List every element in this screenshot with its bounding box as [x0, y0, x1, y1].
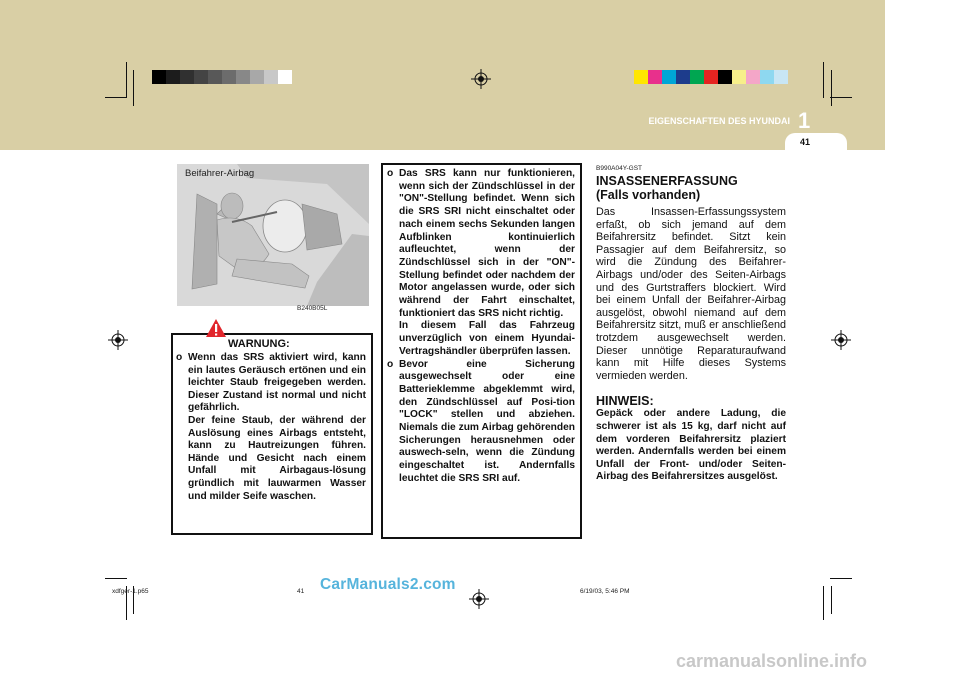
- brand-link[interactable]: CarManuals2.com: [320, 576, 456, 593]
- color-swatch: [774, 70, 788, 84]
- bullet: o: [387, 168, 394, 179]
- note-text: Gepäck oder andere Ladung, die schwerer ist als 15 kg, darf nicht auf dem vorderen Beifahrersitz plaziert werden. Andernfalls werden bei einem Unfall der Front- und/oder Seiten-Airbag des Beifahrersitzes ausgelöst.: [596, 408, 786, 483]
- color-swatch: [264, 70, 278, 84]
- color-swatch: [278, 70, 292, 84]
- warning-title: WARNUNG:: [228, 338, 290, 350]
- section-heading: [596, 174, 786, 202]
- note-title: HINWEIS:: [596, 394, 654, 409]
- airbag-illustration: [177, 164, 369, 306]
- figure-code: B240B05L: [297, 305, 328, 312]
- color-swatch: [236, 70, 250, 84]
- chapter-number: 1: [798, 108, 811, 133]
- crop-mark: [831, 586, 832, 614]
- right-column: [596, 165, 786, 484]
- heading-line: (Falls vorhanden): [596, 188, 701, 202]
- list-item-extra: In diesem Fall das Fahrzeug unverzüglich von einem Hyundai-Vertragshändler überprüfen lassen.: [399, 320, 575, 357]
- registration-mark-icon: [469, 589, 489, 609]
- color-swatch: [732, 70, 746, 84]
- color-swatch: [250, 70, 264, 84]
- list-item-text: Bevor eine Sicherung ausgewechselt oder eine Batterieklemme abgeklemmt wird, den Zündschlüssel auf Posi-tion "LOCK" stellen und abziehen. Niemals die zum Airbag gehörenden Sicherungen herausnehmen oder auswech-seln, wenn die Zündung eingeschaltet ist. Andernfalls leuchtet die SRS SRI auf.: [399, 358, 575, 484]
- list-item: [387, 168, 575, 359]
- srs-info-text: [387, 168, 575, 486]
- list-item-text: Das SRS kann nur funktionieren, wenn sich der Zündschlüssel in der "ON"-Stellung befindet. Wenn sich die SRS SRI nicht einschaltet oder nach einem sechs Sekunden langen Aufblinken kontinuierlich aufleuchtet, wenn der Zündschlüssel sich in der "ON"-Stellung befindet oder nachdem der Motor angelassen wurde, oder sich während der Fahrt einschaltet, funktioniert das SRS nicht richtig.: [399, 168, 575, 319]
- crop-mark: [105, 578, 127, 579]
- header-margin: [885, 0, 960, 150]
- crop-mark: [126, 62, 127, 98]
- color-swatch: [648, 70, 662, 84]
- color-swatch: [194, 70, 208, 84]
- page-number: 41: [799, 137, 810, 147]
- footer-date: 6/19/03, 5:46 PM: [580, 588, 630, 595]
- watermark: carmanualsonline.info: [676, 651, 868, 671]
- color-swatch: [222, 70, 236, 84]
- color-swatch: [634, 70, 648, 84]
- color-swatch: [152, 70, 166, 84]
- grayscale-color-strip: [152, 70, 292, 84]
- warning-paragraph: Wenn das SRS aktiviert wird, kann ein lautes Geräusch ertönen und ein leichter Staub freigegeben werden. Dieser Zustand ist normal und nicht gefährlich.: [188, 352, 366, 414]
- crop-mark: [830, 578, 852, 579]
- section-body: Das Insassen-Erfassungssystem erfaßt, ob sich jemand auf dem Beifahrersitz befindet. Sitzt kein Passagier auf dem Beifahrersitz, so wird die Zündung des Beifahrer-Airbags und/oder des Seiten-Airbags und des Gurtstraffers blockiert. Wird bei einem Unfall der Beifahrer-Airbag ausgelöst, obwohl niemand auf dem Beifahrersitz sitzt, muß er anschließend trotzdem ausgewechselt werden. Dieser unnötige Reparaturaufwand kann mit Hilfe dieses Systems vermieden werden.: [596, 206, 786, 382]
- color-swatch: [208, 70, 222, 84]
- color-calibration-strip: [634, 70, 788, 84]
- list-item: [387, 359, 575, 486]
- passenger-airbag-icon: [177, 164, 369, 306]
- crop-mark: [823, 62, 824, 98]
- registration-mark-icon: [831, 330, 851, 350]
- warning-paragraph: Der feine Staub, der während der Auslösung eines Airbags entsteht, kann zu Hautreizungen führen. Hände und Gesicht nach einem Unfall mit Airbagaus-lösung gründlich mit lauwarmen Wasser und milder Seife waschen.: [188, 414, 366, 502]
- registration-mark-icon: [108, 330, 128, 350]
- color-swatch: [746, 70, 760, 84]
- figure-caption: Beifahrer-Airbag: [185, 168, 255, 179]
- warning-icon: [205, 318, 227, 338]
- crop-mark: [105, 97, 127, 98]
- color-swatch: [690, 70, 704, 84]
- color-swatch: [718, 70, 732, 84]
- crop-mark: [831, 70, 832, 106]
- bullet: o: [387, 358, 394, 370]
- color-swatch: [662, 70, 676, 84]
- crop-mark: [133, 70, 134, 106]
- crop-mark: [823, 586, 824, 620]
- color-swatch: [180, 70, 194, 84]
- bullet: o: [176, 352, 183, 363]
- section-code: B990A04Y-GST: [596, 165, 643, 172]
- footer-file: xdfger-1.p65: [112, 588, 149, 595]
- registration-mark-icon: [471, 69, 491, 89]
- crop-mark: [830, 97, 852, 98]
- color-swatch: [676, 70, 690, 84]
- heading-line: INSASSENERFASSUNG: [596, 174, 738, 188]
- chapter-title: EIGENSCHAFTEN DES HYUNDAI: [648, 116, 790, 126]
- footer-page: 41: [297, 588, 305, 595]
- color-swatch: [166, 70, 180, 84]
- warning-text: [176, 352, 366, 503]
- color-swatch: [704, 70, 718, 84]
- color-swatch: [760, 70, 774, 84]
